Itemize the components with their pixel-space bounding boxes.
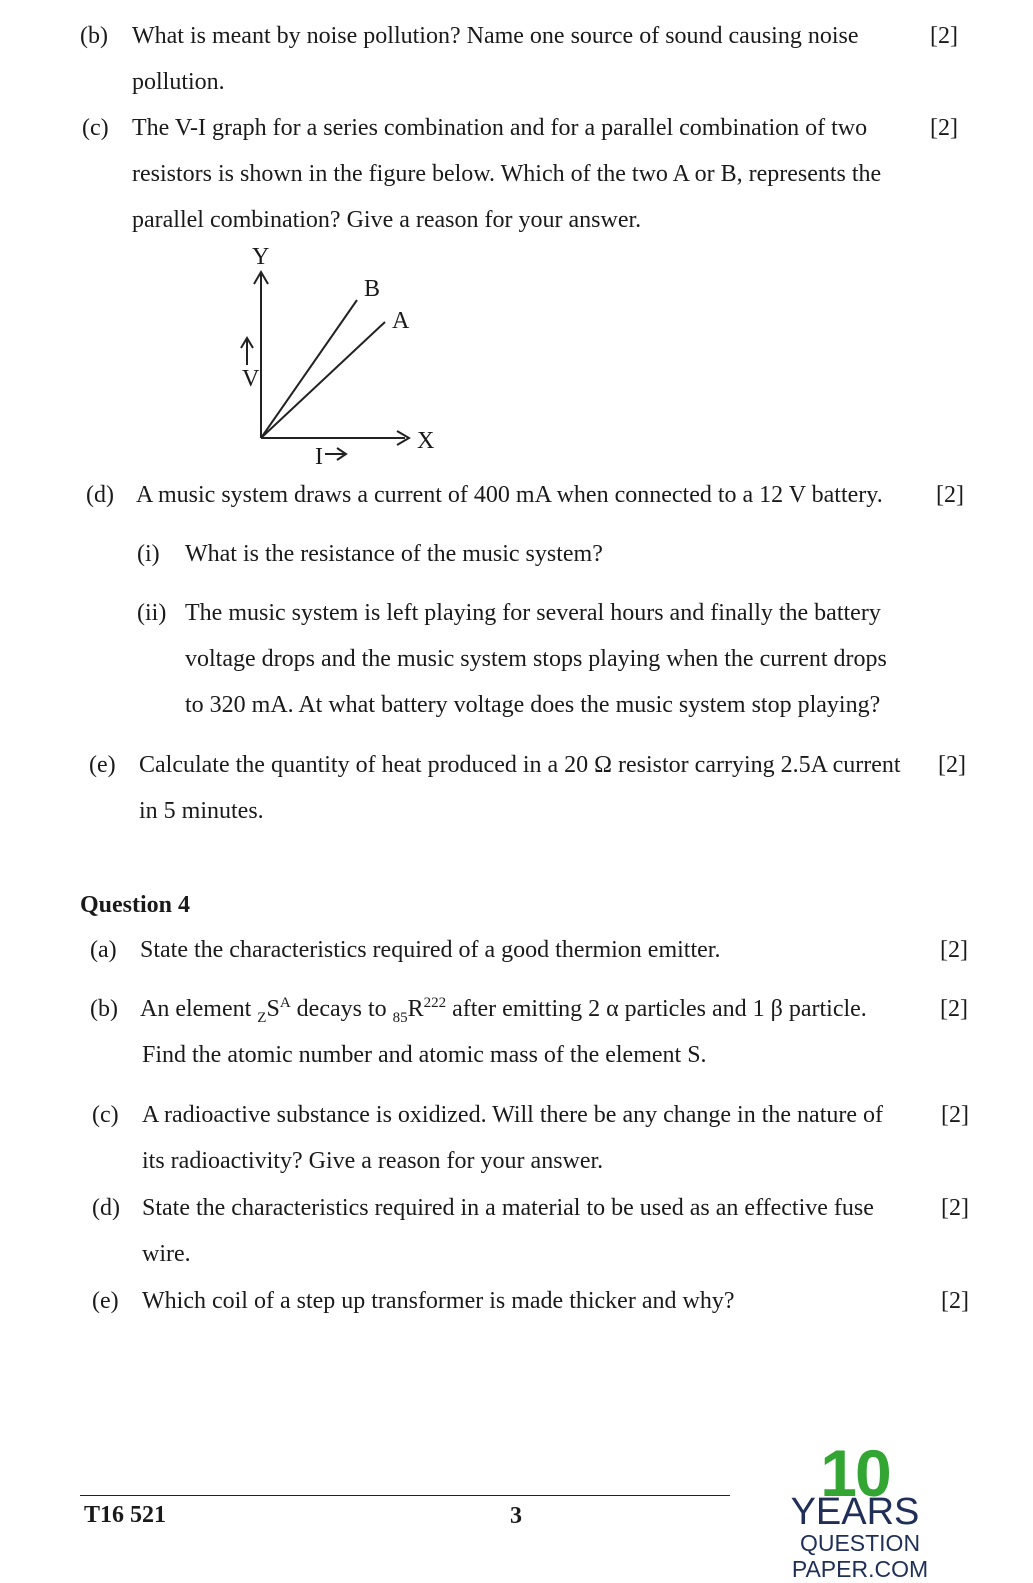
q4e-label: (e) bbox=[92, 1288, 119, 1314]
line-a bbox=[261, 322, 385, 438]
q4e-marks: [2] bbox=[941, 1288, 969, 1314]
q3c-marks: [2] bbox=[930, 115, 958, 141]
q4c-text-line2: its radioactivity? Give a reason for your answer. bbox=[142, 1148, 604, 1174]
q3e-text-line1: Calculate the quantity of heat produced in a 20 Ω resistor carrying 2.5A current bbox=[139, 752, 901, 778]
footer-rule bbox=[80, 1495, 730, 1496]
q4b-text-line1: An element $_ZS^A$ decays to $_{85}R^{222}$ after emitting 2 α particles and 1 β particle. bbox=[140, 995, 867, 1026]
q3e-marks: [2] bbox=[938, 752, 966, 778]
site-logo bbox=[735, 1436, 1025, 1582]
q4c-label: (c) bbox=[92, 1102, 119, 1128]
q3d-marks: [2] bbox=[936, 482, 964, 508]
q4b-text-line2: Find the atomic number and atomic mass of the element S. bbox=[142, 1042, 707, 1068]
x-axis-label: X bbox=[417, 428, 435, 454]
q3d-ii-text-line1: The music system is left playing for several hours and finally the battery bbox=[185, 600, 881, 626]
q3d-ii-text-line3: to 320 mA. At what battery voltage does the music system stop playing? bbox=[185, 692, 881, 718]
q4c-text-line1: A radioactive substance is oxidized. Will there be any change in the nature of bbox=[142, 1102, 883, 1128]
atomic-number-z: Z bbox=[257, 1009, 267, 1026]
q3d-ii-label: (ii) bbox=[137, 600, 167, 626]
q4c-marks: [2] bbox=[941, 1102, 969, 1128]
logo-number: 10 bbox=[820, 1436, 890, 1510]
q4d-marks: [2] bbox=[941, 1195, 969, 1221]
logo-word: YEARS bbox=[790, 1491, 920, 1533]
v-label: V bbox=[242, 366, 260, 392]
logo-site-name: QUESTION PAPER.COM bbox=[791, 1530, 929, 1582]
q3e-text-line2: in 5 minutes. bbox=[139, 798, 264, 824]
q4e-text: Which coil of a step up transformer is made thicker and why? bbox=[142, 1288, 735, 1314]
page-number: 3 bbox=[510, 1503, 522, 1529]
q4a-text: State the characteristics required of a good thermion emitter. bbox=[140, 937, 721, 963]
q3d-i-text: What is the resistance of the music system? bbox=[185, 541, 603, 567]
q3d-ii-text-line2: voltage drops and the music system stops playing when the current drops bbox=[185, 646, 887, 672]
q3b-text-line2: pollution. bbox=[132, 69, 225, 95]
q3b-label: (b) bbox=[80, 23, 108, 49]
line-b-label: B bbox=[364, 276, 381, 302]
q4a-label: (a) bbox=[90, 937, 117, 963]
q3c-text-line2: resistors is shown in the figure below. Which of the two A or B, represents the bbox=[132, 161, 882, 187]
q3e-label: (e) bbox=[89, 752, 116, 778]
q3b-text-line1: What is meant by noise pollution? Name one source of sound causing noise bbox=[132, 23, 859, 49]
vi-graph bbox=[225, 240, 455, 475]
i-label: I bbox=[315, 444, 323, 470]
q3d-text: A music system draws a current of 400 mA when connected to a 12 V battery. bbox=[136, 482, 883, 508]
paper-code: T16 521 bbox=[84, 1502, 167, 1528]
q4d-label: (d) bbox=[92, 1195, 120, 1221]
mass-number-a: A bbox=[279, 995, 291, 1011]
q4d-text-line1: State the characteristics required in a material to be used as an effective fuse bbox=[142, 1195, 874, 1221]
question-4-heading: Question 4 bbox=[80, 892, 191, 918]
mass-number-222: 222 bbox=[423, 995, 447, 1011]
q4d-text-line2: wire. bbox=[142, 1241, 191, 1267]
atomic-number-85: 85 bbox=[392, 1009, 408, 1026]
q3d-i-label: (i) bbox=[137, 541, 160, 567]
line-a-label: A bbox=[392, 308, 410, 334]
y-axis-label: Y bbox=[252, 244, 270, 270]
q3c-text-line1: The V-I graph for a series combination and for a parallel combination of two bbox=[132, 115, 868, 141]
q3c-text-line3: parallel combination? Give a reason for your answer. bbox=[132, 207, 642, 233]
q3b-marks: [2] bbox=[930, 23, 958, 49]
q4b-marks: [2] bbox=[940, 996, 968, 1022]
q3c-label: (c) bbox=[82, 115, 109, 141]
q4a-marks: [2] bbox=[940, 937, 968, 963]
q4b-label: (b) bbox=[90, 996, 118, 1022]
q3d-label: (d) bbox=[86, 482, 114, 508]
line-b bbox=[261, 300, 357, 438]
